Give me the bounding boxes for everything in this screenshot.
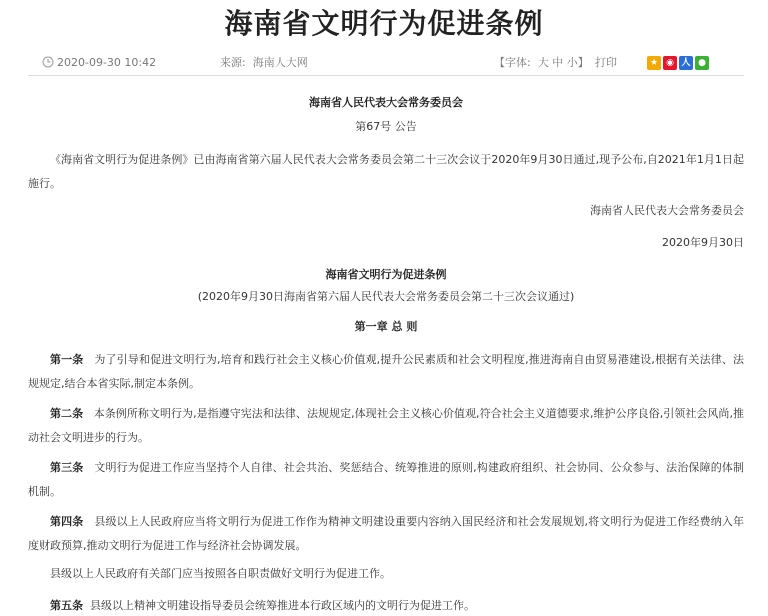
publish-time: 2020-09-30 10:42 [57,56,157,69]
announcement-signature: 海南省人民代表大会常务委员会 [590,204,744,217]
article-2 [28,402,744,450]
font-size-switcher [494,56,589,70]
weibo-share-icon[interactable]: ◉ [663,56,677,70]
announcement-date: 2020年9月30日 [662,236,744,249]
announcement-body: 《海南省文明行为促进条例》已由海南省第六届人民代表大会常务委员会第二十三次会议于2020年9月30日通过,现予公布,自2021年1月1日起施行。 [28,153,744,190]
article-4 [28,510,744,558]
font-prefix: 【字体: [494,56,531,69]
clock-icon [42,56,54,68]
source-value: 海南人大网 [252,56,308,69]
print-link[interactable]: 打印 [595,56,617,69]
law-passed-note: (2020年9月30日海南省第六届人民代表大会常务委员会第二十三次会议通过) [197,290,575,303]
article-5 [28,594,744,616]
article-3-number: 第三条 [50,461,84,474]
article-4-paragraph-2: 县级以上人民政府有关部门应当按照各自职责做好文明行为促进工作。 [50,567,391,580]
source [220,56,308,70]
article-5-text: 县级以上精神文明建设指导委员会统筹推进本行政区域内的文明行为促进工作。 [90,599,475,612]
article-2-number: 第二条 [50,407,84,420]
article-meta-bar [28,50,744,76]
article-1-number: 第一条 [50,353,84,366]
article-1-text: 为了引导和促进文明行为,培育和践行社会主义核心价值观,提升公民素质和社会文明程度,推进海南自由贸易港建设,根据有关法律、法规规定,结合本省实际,制定本条例。 [28,353,745,390]
article-3-text: 文明行为促进工作应当坚持个人自律、社会共治、奖惩结合、统筹推进的原则,构建政府组织、社会协同、公众参与、法治保障的体制机制。 [28,461,744,498]
font-small-link[interactable]: 小 [566,56,578,69]
chapter-heading: 第一章 总 则 [354,320,418,333]
announcement-number: 第67号 公告 [355,120,417,133]
wechat-share-icon[interactable]: ● [695,56,709,70]
share-icons [647,56,709,70]
page-title: 海南省文明行为促进条例 [224,7,544,40]
renren-share-icon[interactable]: 人 [679,56,693,70]
article-4-number: 第四条 [50,515,84,528]
article-5-number: 第五条 [50,599,83,612]
qzone-share-icon[interactable]: ★ [647,56,661,70]
source-label: 来源: [220,56,246,69]
article-1 [28,348,744,396]
article-2-text: 本条例所称文明行为,是指遵守宪法和法律、法规规定,体现社会主义核心价值观,符合社会主义道德要求,维护公序良俗,引领社会风尚,推动社会文明进步的行为。 [28,407,745,444]
announcement-org: 海南省人民代表大会常务委员会 [309,96,463,109]
font-suffix: 】 [577,56,589,69]
article-4-text: 县级以上人民政府应当将文明行为促进工作作为精神文明建设重要内容纳入国民经济和社会发展规划,将文明行为促进工作经费纳入年度财政预算,推动文明行为促进工作与经济社会协调发展。 [28,515,744,552]
font-medium-link[interactable]: 中 [552,56,564,69]
font-large-link[interactable]: 大 [537,56,549,69]
law-title: 海南省文明行为促进条例 [325,268,447,281]
article-3 [28,456,744,504]
